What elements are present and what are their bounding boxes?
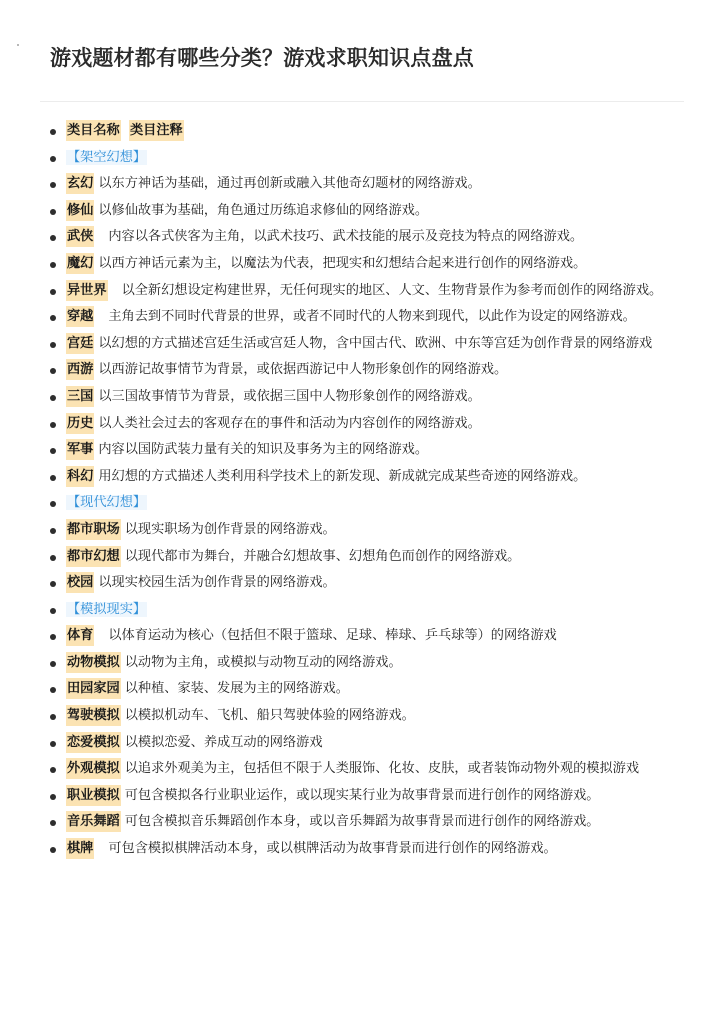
list-item: [48, 519, 688, 542]
bullet-icon: [50, 794, 56, 800]
bullet-icon: [50, 289, 56, 295]
bullet-icon: [50, 368, 56, 374]
bullet-icon: [50, 687, 56, 693]
bullet-icon: [50, 741, 56, 747]
list-item: [48, 678, 688, 701]
item-description: 可包含模拟各行业职业运作，或以现实某行业为故事背景而进行创作的网络游戏。: [124, 787, 600, 803]
item-term: 三国: [66, 386, 94, 407]
item-term: 职业模拟: [66, 785, 121, 806]
item-term: 田园家园: [66, 678, 121, 699]
bullet-icon: [50, 608, 56, 614]
item-term: 科幻: [66, 466, 94, 487]
bullet-icon: [50, 528, 56, 534]
item-description: 可包含模拟棋牌活动本身，或以棋牌活动为故事背景而进行创作的网络游戏。: [108, 841, 557, 857]
bullet-icon: [50, 767, 56, 773]
item-description: 以动物为主角，或模拟与动物互动的网络游戏。: [124, 654, 402, 670]
bullet-icon: [50, 342, 56, 348]
bullet-icon: [50, 315, 56, 321]
header-name: 类目名称: [66, 120, 121, 141]
section-heading: [48, 492, 688, 515]
bullet-icon: [50, 581, 56, 587]
list-item: [48, 280, 688, 303]
bullet-icon: [50, 475, 56, 481]
item-term: 动物模拟: [66, 652, 121, 673]
list-item-header: [48, 120, 688, 143]
bullet-icon: [50, 448, 56, 454]
list-item: [48, 253, 688, 276]
bullet-icon: [50, 262, 56, 268]
item-description: 以追求外观美为主，包括但不限于人类服饰、化妆、皮肤，或者装饰动物外观的模拟游戏: [124, 761, 640, 777]
item-term: 玄幻: [66, 173, 94, 194]
page-title: 游戏题材都有哪些分类？游戏求职知识点盘点: [50, 46, 474, 70]
header-note: 类目注释: [129, 120, 184, 141]
section-heading: [48, 599, 688, 622]
item-term: 都市幻想: [66, 546, 121, 567]
list-item: [48, 625, 688, 648]
item-description: 内容以国防武装力量有关的知识及事务为主的网络游戏。: [98, 442, 429, 458]
list-item: [48, 226, 688, 249]
title-divider: [40, 101, 684, 102]
list-item: [48, 546, 688, 569]
list-item: [48, 732, 688, 755]
item-description: 以三国故事情节为背景，或依据三国中人物形象创作的网络游戏。: [98, 388, 481, 404]
item-term: 音乐舞蹈: [66, 811, 121, 832]
bullet-icon: [50, 129, 56, 135]
item-description: 以种植、家装、发展为主的网络游戏。: [124, 681, 349, 697]
bullet-icon: [50, 820, 56, 826]
list-item: [48, 758, 688, 781]
category-list: [48, 120, 688, 865]
item-description: 以模拟恋爱、养成互动的网络游戏: [124, 734, 323, 750]
bullet-icon: [50, 209, 56, 215]
list-item: [48, 466, 688, 489]
item-description: 以现实校园生活为创作背景的网络游戏。: [98, 575, 336, 591]
list-item: [48, 838, 688, 861]
item-term: 异世界: [66, 280, 108, 301]
list-item: [48, 173, 688, 196]
bullet-icon: [50, 847, 56, 853]
list-item: [48, 705, 688, 728]
list-item: [48, 439, 688, 462]
list-item: [48, 200, 688, 223]
item-description: 内容以各式侠客为主角，以武术技巧、武术技能的展示及竞技为特点的网络游戏。: [108, 229, 584, 245]
bullet-icon: [50, 555, 56, 561]
bullet-icon: [50, 395, 56, 401]
item-description: 主角去到不同时代背景的世界，或者不同时代的人物来到现代，以此作为设定的网络游戏。: [108, 309, 636, 325]
category-label: 【模拟现实】: [67, 601, 147, 617]
item-description: 以西游记故事情节为背景，或依据西游记中人物形象创作的网络游戏。: [98, 362, 508, 378]
item-description: 以幻想的方式描述宫廷生活或宫廷人物，含中国古代、欧洲、中东等宫廷为创作背景的网络游戏: [98, 335, 653, 351]
item-term: 武侠: [66, 226, 94, 247]
item-term: 校园: [66, 572, 94, 593]
item-description: 以人类社会过去的客观存在的事件和活动为内容创作的网络游戏。: [98, 415, 481, 431]
item-description: 可包含模拟音乐舞蹈创作本身，或以音乐舞蹈为故事背景而进行创作的网络游戏。: [124, 814, 600, 830]
item-description: 以现代都市为舞台，并融合幻想故事、幻想角色而创作的网络游戏。: [124, 548, 521, 564]
item-term: 都市职场: [66, 519, 121, 540]
item-term: 军事: [66, 439, 94, 460]
list-item: [48, 359, 688, 382]
item-term: 宫廷: [66, 333, 94, 354]
item-description: 以体育运动为核心（包括但不限于篮球、足球、棒球、乒乓球等）的网络游戏: [108, 628, 557, 644]
item-term: 西游: [66, 359, 94, 380]
list-item: [48, 572, 688, 595]
list-item: [48, 386, 688, 409]
item-description: 以现实职场为创作背景的网络游戏。: [124, 521, 336, 537]
item-term: 棋牌: [66, 838, 94, 859]
bullet-icon: [50, 501, 56, 507]
list-item: [48, 811, 688, 834]
category-label: 【架空幻想】: [67, 149, 147, 165]
item-term: 魔幻: [66, 253, 94, 274]
list-item: [48, 413, 688, 436]
bullet-icon: [50, 422, 56, 428]
list-item: [48, 785, 688, 808]
bullet-icon: [50, 182, 56, 188]
item-description: 用幻想的方式描述人类利用科学技术上的新发现、新成就完成某些奇迹的网络游戏。: [98, 468, 587, 484]
item-description: 以全新幻想设定构建世界，无任何现实的地区、人文、生物背景作为参考而创作的网络游戏。: [121, 282, 663, 298]
corner-mark: [17, 44, 19, 46]
bullet-icon: [50, 634, 56, 640]
bullet-icon: [50, 661, 56, 667]
list-item: [48, 306, 688, 329]
item-term: 外观模拟: [66, 758, 121, 779]
bullet-icon: [50, 156, 56, 162]
list-item: [48, 333, 688, 356]
item-term: 历史: [66, 413, 94, 434]
section-heading: [48, 147, 688, 170]
item-term: 驾驶模拟: [66, 705, 121, 726]
item-term: 恋爱模拟: [66, 732, 121, 753]
list-item: [48, 652, 688, 675]
item-term: 穿越: [66, 306, 94, 327]
item-term: 修仙: [66, 200, 94, 221]
item-description: 以东方神话为基础，通过再创新或融入其他奇幻题材的网络游戏。: [98, 176, 481, 192]
item-description: 以模拟机动车、飞机、船只驾驶体验的网络游戏。: [124, 708, 415, 724]
bullet-icon: [50, 714, 56, 720]
item-term: 体育: [66, 625, 94, 646]
item-description: 以西方神话元素为主，以魔法为代表，把现实和幻想结合起来进行创作的网络游戏。: [98, 255, 587, 271]
bullet-icon: [50, 235, 56, 241]
category-label: 【现代幻想】: [67, 495, 147, 511]
item-description: 以修仙故事为基础，角色通过历练追求修仙的网络游戏。: [98, 202, 429, 218]
